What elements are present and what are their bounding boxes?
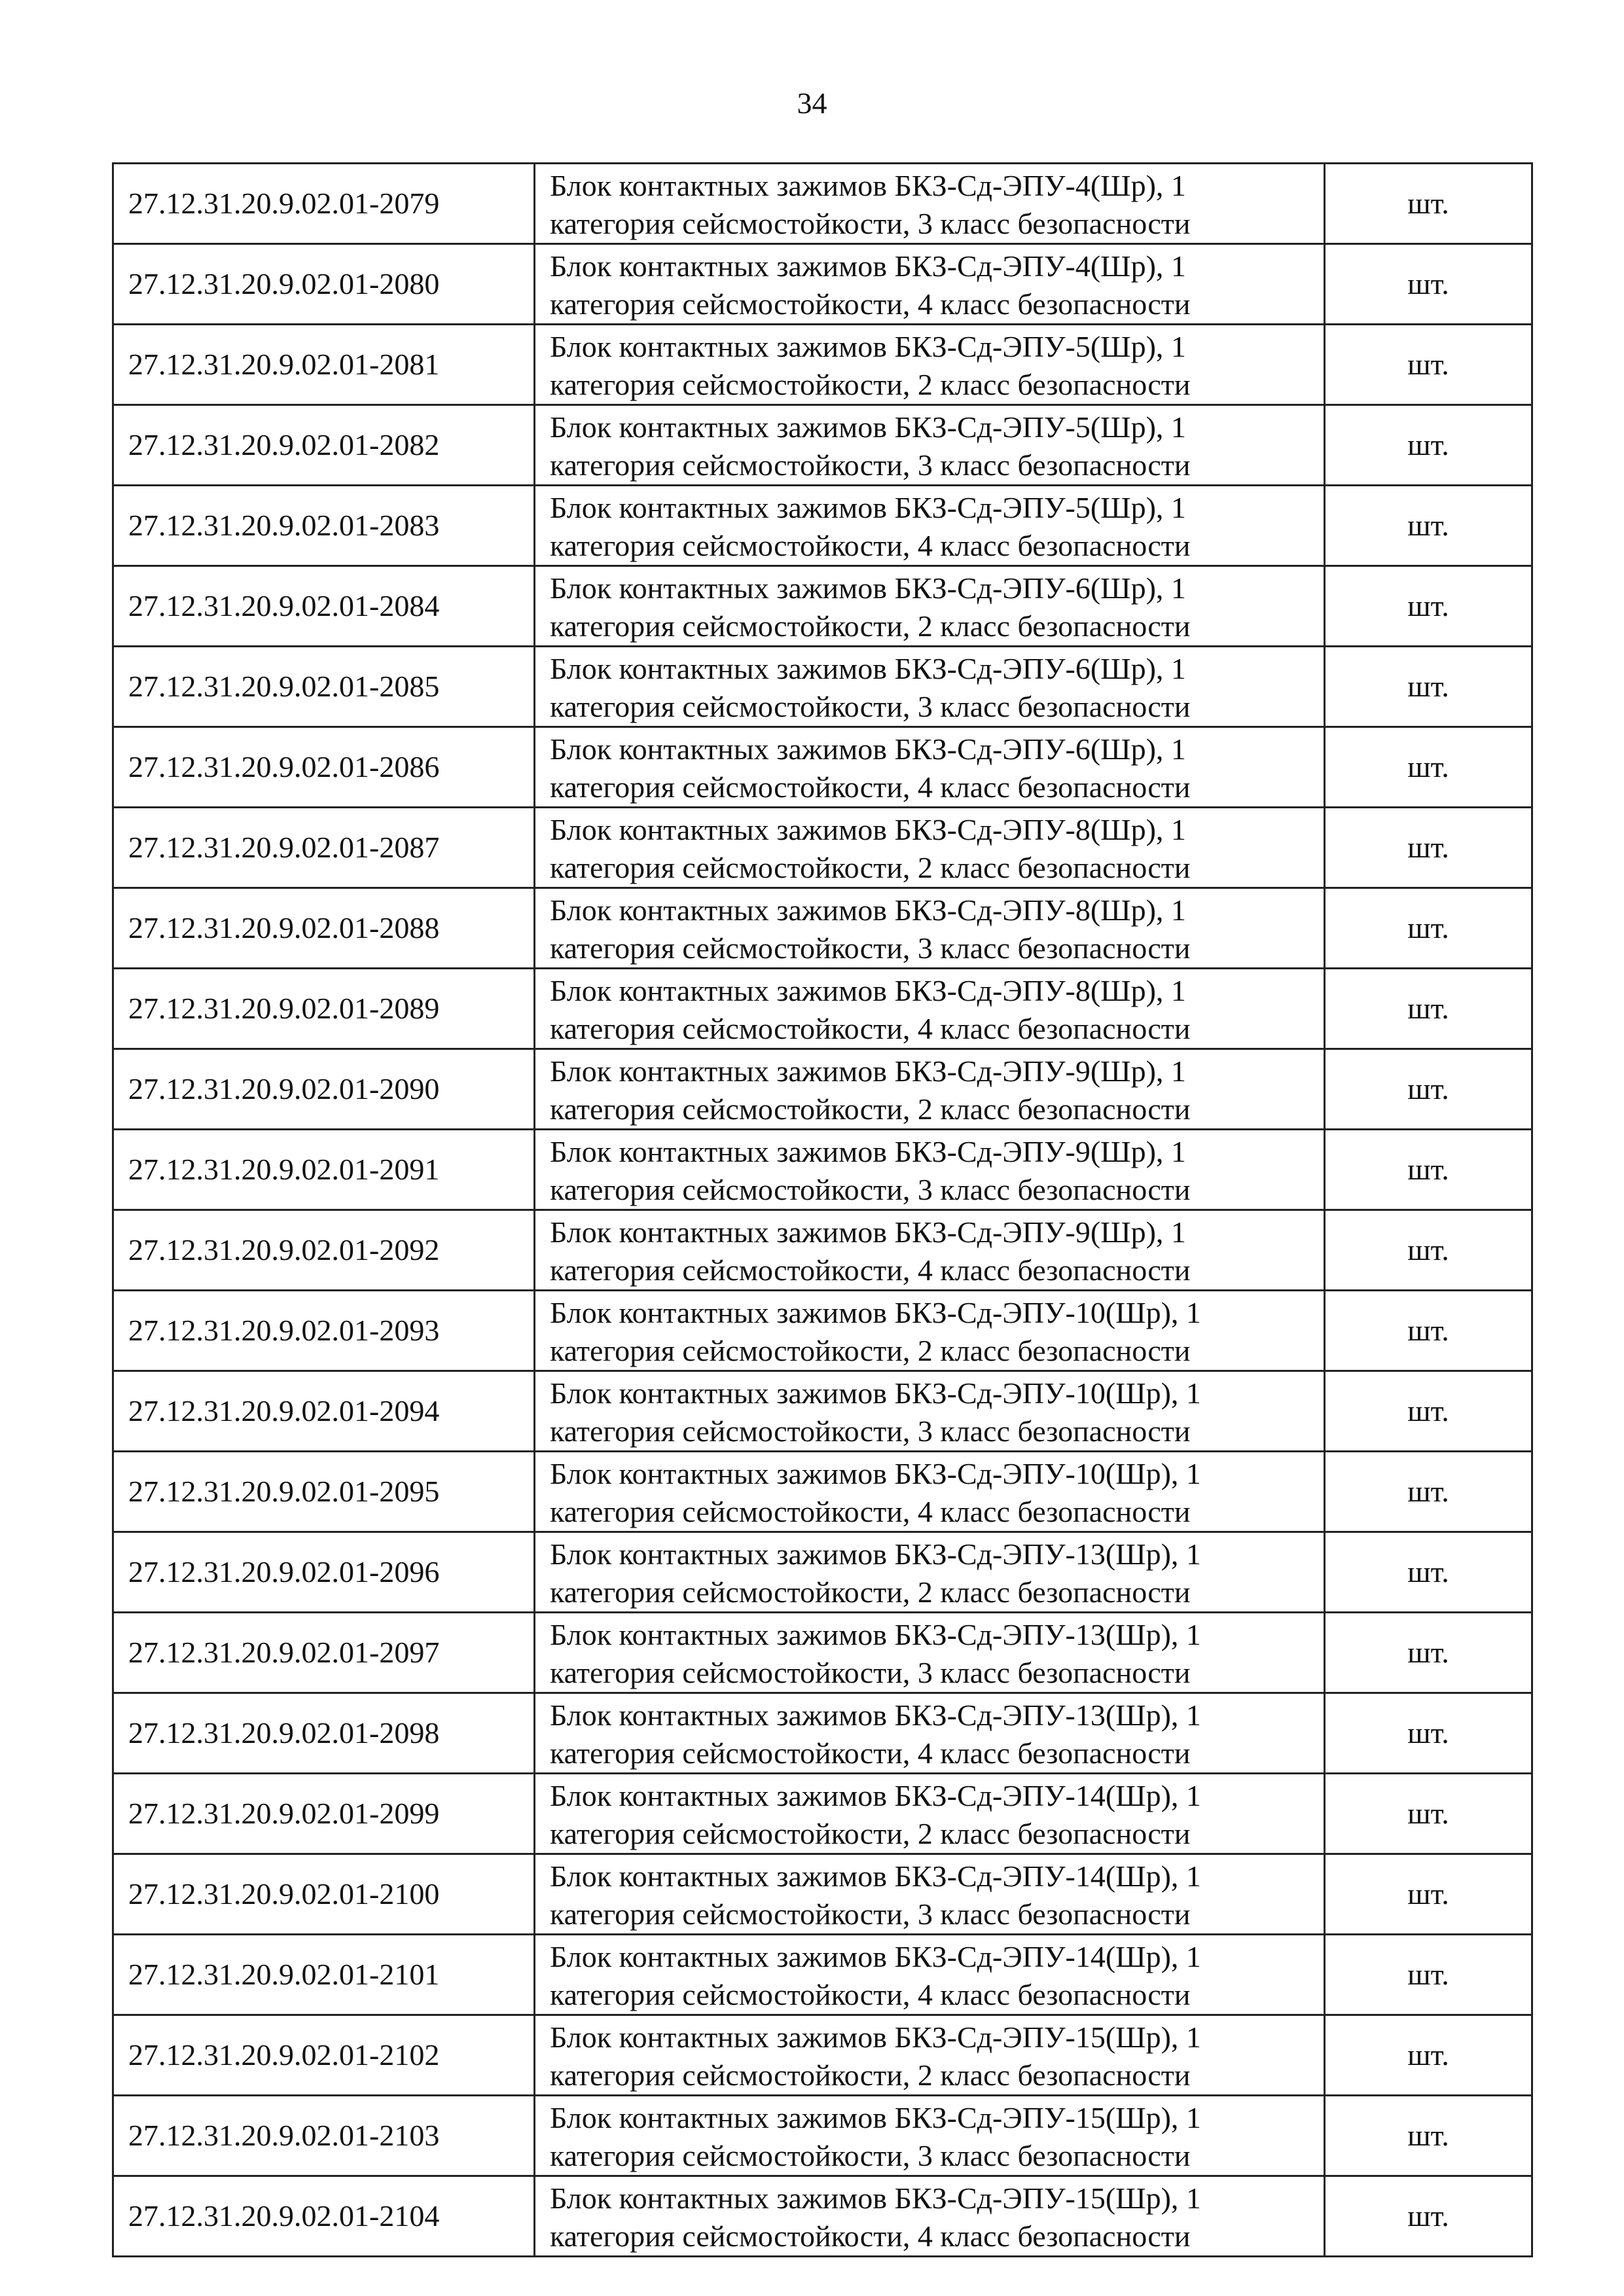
resource-description [535, 1210, 1325, 1291]
resource-code: 27.12.31.20.9.02.01-2083 [113, 486, 535, 566]
table-row [113, 647, 1532, 727]
description-line-2: категория сейсмостойкости, 4 класс безопасности [550, 1253, 1191, 1287]
description-line-1: Блок контактных зажимов БКЗ-Сд-ЭПУ-10(Шр), 1 [550, 1376, 1201, 1410]
resource-code: 27.12.31.20.9.02.01-2104 [113, 2176, 535, 2257]
resource-code: 27.12.31.20.9.02.01-2100 [113, 1854, 535, 1935]
unit-of-measure: шт. [1325, 486, 1532, 566]
description-line-2: категория сейсмостойкости, 2 класс безопасности [550, 1575, 1191, 1609]
table-body [113, 164, 1532, 2257]
description-line-2: категория сейсмостойкости, 3 класс безопасности [550, 207, 1191, 240]
resource-description [535, 969, 1325, 1049]
resource-description [535, 1774, 1325, 1854]
table-row [113, 1774, 1532, 1854]
description-line-2: категория сейсмостойкости, 2 класс безопасности [550, 2058, 1191, 2092]
table-row [113, 164, 1532, 244]
description-line-1: Блок контактных зажимов БКЗ-Сд-ЭПУ-9(Шр), 1 [550, 1135, 1186, 1168]
unit-of-measure: шт. [1325, 888, 1532, 969]
table-row [113, 1452, 1532, 1532]
resource-description [535, 325, 1325, 405]
resource-code: 27.12.31.20.9.02.01-2095 [113, 1452, 535, 1532]
description-line-1: Блок контактных зажимов БКЗ-Сд-ЭПУ-5(Шр), 1 [550, 491, 1186, 524]
resource-description [535, 1371, 1325, 1452]
unit-of-measure: шт. [1325, 1774, 1532, 1854]
description-line-1: Блок контактных зажимов БКЗ-Сд-ЭПУ-8(Шр), 1 [550, 893, 1186, 927]
resource-description [535, 647, 1325, 727]
description-line-2: категория сейсмостойкости, 3 класс безопасности [550, 690, 1191, 723]
unit-of-measure: шт. [1325, 1613, 1532, 1693]
table-row [113, 808, 1532, 888]
resource-code: 27.12.31.20.9.02.01-2090 [113, 1049, 535, 1130]
description-line-2: категория сейсмостойкости, 4 класс безопасности [550, 529, 1191, 562]
unit-of-measure: шт. [1325, 727, 1532, 808]
table-row [113, 486, 1532, 566]
table-row [113, 244, 1532, 325]
table-row [113, 1532, 1532, 1613]
resource-code: 27.12.31.20.9.02.01-2091 [113, 1130, 535, 1210]
description-line-1: Блок контактных зажимов БКЗ-Сд-ЭПУ-5(Шр), 1 [550, 330, 1186, 363]
description-line-1: Блок контактных зажимов БКЗ-Сд-ЭПУ-6(Шр), 1 [550, 732, 1186, 766]
unit-of-measure: шт. [1325, 1371, 1532, 1452]
unit-of-measure: шт. [1325, 325, 1532, 405]
table-row [113, 1854, 1532, 1935]
unit-of-measure: шт. [1325, 566, 1532, 647]
unit-of-measure: шт. [1325, 1049, 1532, 1130]
description-line-1: Блок контактных зажимов БКЗ-Сд-ЭПУ-13(Шр), 1 [550, 1618, 1201, 1651]
description-line-2: категория сейсмостойкости, 4 класс безопасности [550, 2219, 1191, 2253]
resource-description [535, 1613, 1325, 1693]
description-line-2: категория сейсмостойкости, 2 класс безопасности [550, 1334, 1191, 1367]
description-line-2: категория сейсмостойкости, 3 класс безопасности [550, 2139, 1191, 2172]
resource-description [535, 1532, 1325, 1613]
description-line-2: категория сейсмостойкости, 2 класс безопасности [550, 1817, 1191, 1850]
table-row [113, 888, 1532, 969]
resource-description [535, 2015, 1325, 2096]
description-line-1: Блок контактных зажимов БКЗ-Сд-ЭПУ-13(Шр), 1 [550, 1698, 1201, 1732]
description-line-2: категория сейсмостойкости, 4 класс безопасности [550, 1978, 1191, 2011]
description-line-1: Блок контактных зажимов БКЗ-Сд-ЭПУ-14(Шр), 1 [550, 1859, 1201, 1893]
description-line-1: Блок контактных зажимов БКЗ-Сд-ЭПУ-15(Шр), 1 [550, 2020, 1201, 2054]
table-row [113, 1210, 1532, 1291]
description-line-2: категория сейсмостойкости, 3 класс безопасности [550, 1414, 1191, 1448]
description-line-2: категория сейсмостойкости, 4 класс безопасности [550, 1012, 1191, 1045]
description-line-1: Блок контактных зажимов БКЗ-Сд-ЭПУ-6(Шр), 1 [550, 571, 1186, 605]
resource-description [535, 1452, 1325, 1532]
unit-of-measure: шт. [1325, 1130, 1532, 1210]
description-line-1: Блок контактных зажимов БКЗ-Сд-ЭПУ-15(Шр), 1 [550, 2101, 1201, 2134]
resource-code: 27.12.31.20.9.02.01-2086 [113, 727, 535, 808]
description-line-1: Блок контактных зажимов БКЗ-Сд-ЭПУ-5(Шр), 1 [550, 410, 1186, 444]
resource-description [535, 1291, 1325, 1371]
resource-description [535, 1130, 1325, 1210]
page-number: 34 [797, 86, 827, 120]
description-line-1: Блок контактных зажимов БКЗ-Сд-ЭПУ-15(Шр), 1 [550, 2181, 1201, 2215]
description-line-2: категория сейсмостойкости, 2 класс безопасности [550, 368, 1191, 401]
resource-description [535, 1854, 1325, 1935]
description-line-2: категория сейсмостойкости, 3 класс безопасности [550, 1897, 1191, 1931]
description-line-1: Блок контактных зажимов БКЗ-Сд-ЭПУ-8(Шр), 1 [550, 813, 1186, 846]
unit-of-measure: шт. [1325, 2015, 1532, 2096]
table-row [113, 969, 1532, 1049]
description-line-1: Блок контактных зажимов БКЗ-Сд-ЭПУ-4(Шр), 1 [550, 169, 1186, 202]
description-line-1: Блок контактных зажимов БКЗ-Сд-ЭПУ-6(Шр), 1 [550, 652, 1186, 685]
unit-of-measure: шт. [1325, 969, 1532, 1049]
resource-description [535, 1935, 1325, 2015]
description-line-1: Блок контактных зажимов БКЗ-Сд-ЭПУ-4(Шр), 1 [550, 249, 1186, 283]
table-row [113, 1049, 1532, 1130]
unit-of-measure: шт. [1325, 405, 1532, 486]
description-line-1: Блок контактных зажимов БКЗ-Сд-ЭПУ-9(Шр), 1 [550, 1215, 1186, 1249]
table-row [113, 2176, 1532, 2257]
resource-code: 27.12.31.20.9.02.01-2084 [113, 566, 535, 647]
description-line-2: категория сейсмостойкости, 4 класс безопасности [550, 1495, 1191, 1528]
table-row [113, 1613, 1532, 1693]
table-row [113, 2015, 1532, 2096]
unit-of-measure: шт. [1325, 1291, 1532, 1371]
resource-code: 27.12.31.20.9.02.01-2093 [113, 1291, 535, 1371]
resource-description [535, 244, 1325, 325]
resource-code: 27.12.31.20.9.02.01-2103 [113, 2096, 535, 2176]
unit-of-measure: шт. [1325, 1210, 1532, 1291]
resource-code: 27.12.31.20.9.02.01-2096 [113, 1532, 535, 1613]
resource-code: 27.12.31.20.9.02.01-2085 [113, 647, 535, 727]
description-line-2: категория сейсмостойкости, 4 класс безопасности [550, 1736, 1191, 1770]
resource-code: 27.12.31.20.9.02.01-2079 [113, 164, 535, 244]
resource-code: 27.12.31.20.9.02.01-2097 [113, 1613, 535, 1693]
resource-description [535, 566, 1325, 647]
unit-of-measure: шт. [1325, 1935, 1532, 2015]
table-row [113, 2096, 1532, 2176]
resource-description [535, 1049, 1325, 1130]
description-line-2: категория сейсмостойкости, 3 класс безопасности [550, 1173, 1191, 1206]
description-line-2: категория сейсмостойкости, 2 класс безопасности [550, 1092, 1191, 1126]
resource-description [535, 405, 1325, 486]
resource-description [535, 1693, 1325, 1774]
table-row [113, 405, 1532, 486]
description-line-1: Блок контактных зажимов БКЗ-Сд-ЭПУ-10(Шр), 1 [550, 1457, 1201, 1490]
table-row [113, 566, 1532, 647]
resource-code: 27.12.31.20.9.02.01-2099 [113, 1774, 535, 1854]
unit-of-measure: шт. [1325, 2096, 1532, 2176]
resource-code: 27.12.31.20.9.02.01-2080 [113, 244, 535, 325]
resource-code: 27.12.31.20.9.02.01-2094 [113, 1371, 535, 1452]
resource-description [535, 2176, 1325, 2257]
unit-of-measure: шт. [1325, 647, 1532, 727]
resource-code: 27.12.31.20.9.02.01-2088 [113, 888, 535, 969]
resource-description [535, 808, 1325, 888]
table-row [113, 727, 1532, 808]
resource-description [535, 164, 1325, 244]
unit-of-measure: шт. [1325, 244, 1532, 325]
description-line-1: Блок контактных зажимов БКЗ-Сд-ЭПУ-14(Шр), 1 [550, 1779, 1201, 1812]
resource-description [535, 727, 1325, 808]
table-row [113, 1130, 1532, 1210]
resource-code: 27.12.31.20.9.02.01-2089 [113, 969, 535, 1049]
table-row [113, 1291, 1532, 1371]
resource-table [112, 162, 1533, 2257]
table-row [113, 325, 1532, 405]
resource-description [535, 2096, 1325, 2176]
table-row [113, 1935, 1532, 2015]
description-line-2: категория сейсмостойкости, 3 класс безопасности [550, 1656, 1191, 1689]
description-line-1: Блок контактных зажимов БКЗ-Сд-ЭПУ-13(Шр), 1 [550, 1537, 1201, 1571]
table-row [113, 1371, 1532, 1452]
description-line-2: категория сейсмостойкости, 2 класс безопасности [550, 609, 1191, 643]
resource-code: 27.12.31.20.9.02.01-2081 [113, 325, 535, 405]
resource-code: 27.12.31.20.9.02.01-2101 [113, 1935, 535, 2015]
description-line-1: Блок контактных зажимов БКЗ-Сд-ЭПУ-14(Шр), 1 [550, 1940, 1201, 1973]
unit-of-measure: шт. [1325, 1854, 1532, 1935]
description-line-1: Блок контактных зажимов БКЗ-Сд-ЭПУ-9(Шр), 1 [550, 1054, 1186, 1088]
description-line-2: категория сейсмостойкости, 3 класс безопасности [550, 448, 1191, 482]
unit-of-measure: шт. [1325, 1452, 1532, 1532]
unit-of-measure: шт. [1325, 1693, 1532, 1774]
description-line-1: Блок контактных зажимов БКЗ-Сд-ЭПУ-10(Шр), 1 [550, 1296, 1201, 1329]
description-line-2: категория сейсмостойкости, 4 класс безопасности [550, 287, 1191, 321]
unit-of-measure: шт. [1325, 164, 1532, 244]
resource-code: 27.12.31.20.9.02.01-2092 [113, 1210, 535, 1291]
resource-code: 27.12.31.20.9.02.01-2102 [113, 2015, 535, 2096]
resource-code: 27.12.31.20.9.02.01-2087 [113, 808, 535, 888]
description-line-1: Блок контактных зажимов БКЗ-Сд-ЭПУ-8(Шр), 1 [550, 974, 1186, 1007]
description-line-2: категория сейсмостойкости, 4 класс безопасности [550, 770, 1191, 804]
resource-description [535, 486, 1325, 566]
table-row [113, 1693, 1532, 1774]
unit-of-measure: шт. [1325, 808, 1532, 888]
resource-code: 27.12.31.20.9.02.01-2098 [113, 1693, 535, 1774]
unit-of-measure: шт. [1325, 2176, 1532, 2257]
description-line-2: категория сейсмостойкости, 2 класс безопасности [550, 851, 1191, 884]
resource-description [535, 888, 1325, 969]
resource-code: 27.12.31.20.9.02.01-2082 [113, 405, 535, 486]
description-line-2: категория сейсмостойкости, 3 класс безопасности [550, 931, 1191, 965]
unit-of-measure: шт. [1325, 1532, 1532, 1613]
